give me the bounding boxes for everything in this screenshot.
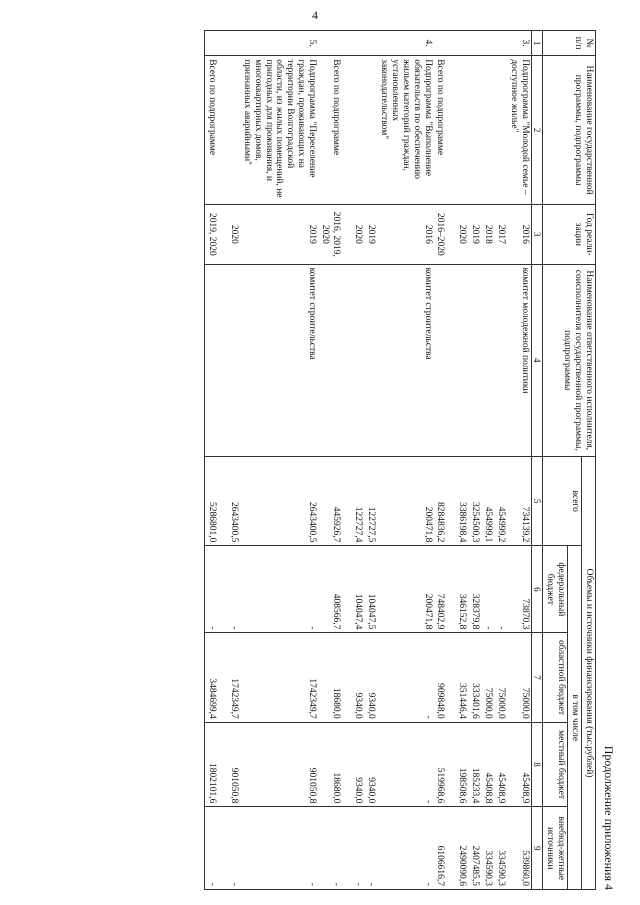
header-total: всего bbox=[543, 457, 582, 546]
cell-name: Всего по подпрограмме bbox=[204, 56, 226, 205]
column-index-row bbox=[531, 31, 542, 890]
cell-year: 2018 bbox=[481, 205, 494, 265]
cell-year: 2019 bbox=[240, 205, 318, 265]
cell-name bbox=[494, 56, 507, 205]
table-row bbox=[240, 31, 318, 890]
cell-total: 8284836,2 bbox=[434, 457, 456, 546]
cell-extra: 334590,3 bbox=[494, 807, 507, 890]
cell-local: 45408,9 bbox=[494, 722, 507, 807]
cell-federal: 104047,4 bbox=[351, 546, 364, 633]
cell-n bbox=[204, 31, 226, 56]
cell-local: 18680,0 bbox=[318, 722, 351, 807]
cell-local: 9340,0 bbox=[364, 722, 377, 807]
cell-executor bbox=[468, 264, 481, 456]
cell-extra: 539860,0 bbox=[507, 807, 531, 890]
cell-extra: - bbox=[351, 807, 364, 890]
col-index: 2 bbox=[531, 56, 542, 205]
cell-local: 185233,4 bbox=[468, 722, 481, 807]
cell-regional: 1742349,7 bbox=[240, 633, 318, 722]
table-row bbox=[377, 31, 434, 890]
col-index: 8 bbox=[531, 722, 542, 807]
cell-total: 200471,8 bbox=[377, 457, 434, 546]
table-header bbox=[531, 31, 595, 890]
table-body bbox=[204, 31, 531, 890]
cell-local: 45408,8 bbox=[481, 722, 494, 807]
cell-name: Всего по подпрограмме bbox=[434, 56, 456, 205]
cell-total: 5286801,0 bbox=[204, 457, 226, 546]
table-row bbox=[455, 31, 468, 890]
cell-year: 2019 bbox=[364, 205, 377, 265]
cell-executor bbox=[227, 264, 240, 456]
cell-regional: 1742349,7 bbox=[227, 633, 240, 722]
cell-extra: 6106616,7 bbox=[434, 807, 456, 890]
cell-total: 122727,4 bbox=[351, 457, 364, 546]
cell-name bbox=[364, 56, 377, 205]
col-index: 9 bbox=[531, 807, 542, 890]
table-row bbox=[204, 31, 226, 890]
cell-year: 2016 bbox=[377, 205, 434, 265]
cell-local: 45408,9 bbox=[507, 722, 531, 807]
cell-local: - bbox=[377, 722, 434, 807]
cell-executor: комитет строительства bbox=[240, 264, 318, 456]
cell-local: 9340,0 bbox=[351, 722, 364, 807]
cell-executor: комитет молодежной политики bbox=[507, 264, 531, 456]
cell-executor bbox=[455, 264, 468, 456]
header-federal: федеральный бюджет bbox=[543, 546, 568, 633]
cell-extra: - bbox=[377, 807, 434, 890]
cell-n: 3. bbox=[507, 31, 531, 56]
cell-federal: - bbox=[494, 546, 507, 633]
cell-local: 1802101,6 bbox=[204, 722, 226, 807]
cell-extra: - bbox=[318, 807, 351, 890]
cell-federal: 346152,8 bbox=[455, 546, 468, 633]
cell-executor bbox=[481, 264, 494, 456]
cell-extra: - bbox=[240, 807, 318, 890]
cell-n bbox=[494, 31, 507, 56]
table-row bbox=[351, 31, 364, 890]
cell-executor bbox=[204, 264, 226, 456]
cell-regional: 909848,0 bbox=[434, 633, 456, 722]
cell-extra: 2407485,5 bbox=[468, 807, 481, 890]
table-row bbox=[227, 31, 240, 890]
cell-year: 2016–2020 bbox=[434, 205, 456, 265]
cell-regional: 75000,0 bbox=[481, 633, 494, 722]
header-extra: внебюд-жетные источники bbox=[543, 807, 568, 890]
cell-regional: 351446,4 bbox=[455, 633, 468, 722]
col-index: 1 bbox=[531, 31, 542, 56]
cell-local: 901050,8 bbox=[240, 722, 318, 807]
cell-federal: 748402,9 bbox=[434, 546, 456, 633]
cell-name bbox=[468, 56, 481, 205]
funding-table bbox=[204, 30, 596, 890]
cell-executor bbox=[494, 264, 507, 456]
cell-extra: - bbox=[204, 807, 226, 890]
cell-n bbox=[481, 31, 494, 56]
table-row bbox=[468, 31, 481, 890]
cell-executor bbox=[318, 264, 351, 456]
cell-total: 2643400,5 bbox=[227, 457, 240, 546]
cell-year: 2016 bbox=[507, 205, 531, 265]
col-index: 7 bbox=[531, 633, 542, 722]
col-index: 4 bbox=[531, 264, 542, 456]
cell-federal: - bbox=[204, 546, 226, 633]
cell-n bbox=[227, 31, 240, 56]
cell-total: 445926,7 bbox=[318, 457, 351, 546]
rotated-page bbox=[10, 20, 620, 900]
cell-n bbox=[455, 31, 468, 56]
cell-executor: комитет строительства bbox=[377, 264, 434, 456]
cell-total: 3254500,3 bbox=[468, 457, 481, 546]
header-incl: в том числе bbox=[568, 546, 582, 890]
cell-n bbox=[351, 31, 364, 56]
header-n: № п/п bbox=[543, 31, 596, 56]
cell-executor bbox=[351, 264, 364, 456]
table-row bbox=[434, 31, 456, 890]
cell-year: 2016, 2019, 2020 bbox=[318, 205, 351, 265]
cell-regional: 75000,0 bbox=[494, 633, 507, 722]
cell-extra: 2490090,6 bbox=[455, 807, 468, 890]
cell-federal: - bbox=[227, 546, 240, 633]
cell-year: 2020 bbox=[455, 205, 468, 265]
cell-regional: 3484699,4 bbox=[204, 633, 226, 722]
cell-total: 122727,5 bbox=[364, 457, 377, 546]
header-executor: Наименование ответственного исполнителя, соисполнителя государственной программы, подпрограммы bbox=[543, 264, 596, 456]
cell-n: 5. bbox=[240, 31, 318, 56]
cell-year: 2020 bbox=[227, 205, 240, 265]
cell-name bbox=[351, 56, 364, 205]
cell-federal: 104047,5 bbox=[364, 546, 377, 633]
cell-regional: - bbox=[377, 633, 434, 722]
cell-name: Всего по подпрограмме bbox=[318, 56, 351, 205]
table-row bbox=[364, 31, 377, 890]
cell-regional: 75000,0 bbox=[507, 633, 531, 722]
cell-extra: - bbox=[364, 807, 377, 890]
cell-federal: 328379,8 bbox=[468, 546, 481, 633]
cell-local: 198508,6 bbox=[455, 722, 468, 807]
cell-regional: 9340,0 bbox=[364, 633, 377, 722]
header-regional: областной бюджет bbox=[543, 633, 568, 722]
col-index: 5 bbox=[531, 457, 542, 546]
cell-name bbox=[481, 56, 494, 205]
cell-executor bbox=[364, 264, 377, 456]
cell-year: 2017 bbox=[494, 205, 507, 265]
cell-year: 2019, 2020 bbox=[204, 205, 226, 265]
cell-name: Подпрограмма "Молодой семье – доступное жилье" bbox=[507, 56, 531, 205]
cell-federal: 408566,7 bbox=[318, 546, 351, 633]
cell-total: 734139,2 bbox=[507, 457, 531, 546]
page-number: 4 bbox=[312, 8, 318, 22]
cell-regional: 333401,6 bbox=[468, 633, 481, 722]
cell-n bbox=[364, 31, 377, 56]
cell-extra: - bbox=[227, 807, 240, 890]
cell-regional: 9340,0 bbox=[351, 633, 364, 722]
cell-local: 901050,8 bbox=[227, 722, 240, 807]
cell-name: Подпрограмма "Выполнение обязательств по обеспечению жильем категорий граждан, установленных законодательством" bbox=[377, 56, 434, 205]
cell-n bbox=[434, 31, 456, 56]
header-local: местный бюджет bbox=[543, 722, 568, 807]
table-row bbox=[507, 31, 531, 890]
table-row bbox=[494, 31, 507, 890]
cell-executor bbox=[434, 264, 456, 456]
continuation-label: Продолжение приложения 4 bbox=[602, 745, 616, 890]
table-row bbox=[481, 31, 494, 890]
cell-name bbox=[227, 56, 240, 205]
cell-total: 454999,1 bbox=[481, 457, 494, 546]
cell-n bbox=[318, 31, 351, 56]
cell-federal: 73870,3 bbox=[507, 546, 531, 633]
col-index: 3 bbox=[531, 205, 542, 265]
cell-regional: 18680,0 bbox=[318, 633, 351, 722]
cell-n: 4. bbox=[377, 31, 434, 56]
cell-extra: 334590,3 bbox=[481, 807, 494, 890]
cell-year: 2020 bbox=[351, 205, 364, 265]
col-index: 6 bbox=[531, 546, 542, 633]
cell-n bbox=[468, 31, 481, 56]
header-name: Наименование государственной программы, подпрограммы bbox=[543, 56, 596, 205]
cell-name: Подпрограмма "Переселение граждан, проживающих на территории Волгоградской области, из жилых помещений, не пригодных для проживания, и многоквартирных домов, признанных аварийными" bbox=[240, 56, 318, 205]
cell-federal: 200471,8 bbox=[377, 546, 434, 633]
cell-total: 454999,2 bbox=[494, 457, 507, 546]
cell-federal: - bbox=[240, 546, 318, 633]
cell-total: 3386198,4 bbox=[455, 457, 468, 546]
table-row bbox=[318, 31, 351, 890]
header-funding: Объемы и источники финансирования (тыс.рублей) bbox=[582, 457, 596, 890]
cell-total: 2643400,5 bbox=[240, 457, 318, 546]
cell-local: 519968,6 bbox=[434, 722, 456, 807]
header-year: Год реали-зации bbox=[543, 205, 596, 265]
cell-name bbox=[455, 56, 468, 205]
cell-federal: - bbox=[481, 546, 494, 633]
cell-year: 2019 bbox=[468, 205, 481, 265]
